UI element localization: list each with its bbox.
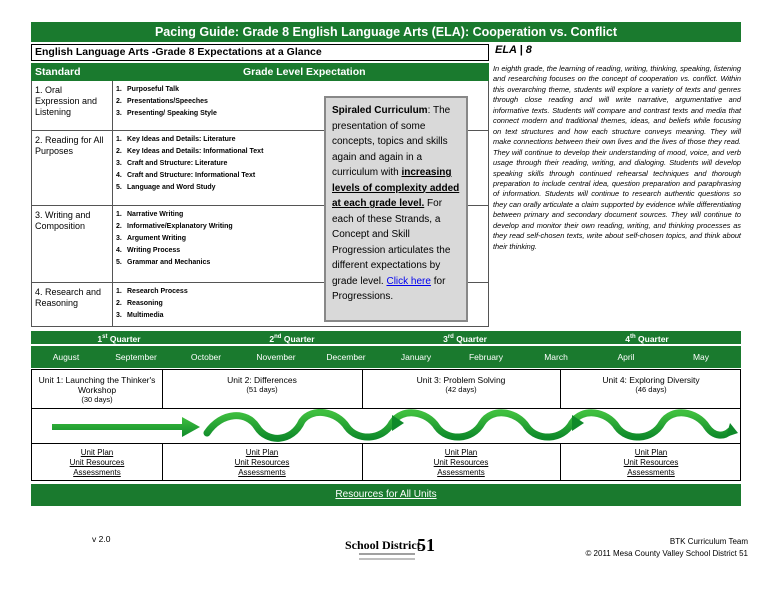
column-header (31, 63, 489, 81)
expectation-list (116, 134, 263, 194)
assessments-link[interactable]: Assessments (437, 468, 485, 477)
progression-arrows (31, 409, 741, 443)
spiral-text: : The presentation of some concepts, topics and skills again and again in a curriculum with (332, 105, 451, 178)
curriculum-team: BTK Curriculum Team (669, 537, 748, 546)
unit-plan-link[interactable]: Unit Plan (634, 448, 668, 457)
unit-links-row (31, 443, 741, 481)
month: September (115, 352, 157, 362)
list-item: 2. Informative/Explanatory Writing (116, 223, 233, 230)
strand-name: 3. Writing and Composition (35, 210, 91, 231)
quarter-4: 4th Quarter (625, 333, 669, 344)
strand-name: 2. Reading for All Purposes (35, 135, 104, 156)
strand-name: 4. Research and Reasoning (35, 287, 102, 308)
page-title: Pacing Guide: Grade 8 English Language Arts (ELA): Cooperation vs. Conflict (31, 22, 741, 42)
unit-1: Unit 1: Launching the Thinker's Workshop (30 days) (38, 375, 156, 404)
list-item: 2. Presentations/Speeches (116, 98, 208, 105)
unit-plan-link[interactable]: Unit Plan (80, 448, 114, 457)
month: November (256, 352, 296, 362)
unit-resources-link[interactable]: Unit Resources (433, 458, 489, 467)
list-item: 3. Craft and Structure: Literature (116, 160, 228, 167)
unit-2: Unit 2: Differences (51 days) (227, 375, 297, 394)
expectation-list (116, 209, 233, 269)
quarter-1: 1st Quarter (97, 333, 141, 344)
unit-3: Unit 3: Problem Solving (42 days) (416, 375, 506, 394)
loop-arrow-icon (392, 413, 572, 437)
quarter-header (31, 331, 741, 344)
list-item: 5. Grammar and Mechanics (116, 259, 211, 266)
month: January (400, 352, 432, 362)
unit-1-links (32, 448, 162, 478)
spiraled-curriculum-box (324, 96, 468, 322)
spiral-heading: Spiraled Curriculum (332, 105, 428, 116)
unit-2-links (162, 448, 362, 478)
spiral-text-2: For each of these Strands, a Concept and Skill Progression articulates the different expectations by grade level. (332, 198, 451, 287)
list-item: 5. Language and Word Study (116, 184, 216, 191)
unit-3-links (362, 448, 560, 478)
straight-arrow-icon (52, 417, 200, 437)
footer-credits (548, 536, 748, 560)
expectation-list (116, 84, 217, 120)
month: August (52, 352, 80, 362)
unit-plan-link[interactable]: Unit Plan (444, 448, 478, 457)
progressions-link[interactable]: Click here (386, 275, 431, 287)
month: April (617, 352, 635, 362)
month-row (31, 346, 741, 368)
quarter-2: 2nd Quarter (269, 333, 315, 344)
spiral-emphasis: increasing levels of complexity added at each grade level. (332, 167, 460, 209)
ela-title: ELA | 8 (495, 44, 532, 56)
standard-column-label: Standard (35, 66, 81, 78)
glance-header: English Language Arts -Grade 8 Expectations at a Glance (31, 44, 489, 61)
month: October (190, 352, 222, 362)
assessments-link[interactable]: Assessments (73, 468, 121, 477)
strand-name: 1. Oral Expression and Listening (35, 85, 98, 117)
list-item: 1. Research Process (116, 288, 188, 295)
expectation-list (116, 286, 188, 322)
logo-number: 51 (417, 535, 435, 555)
list-item: 4. Writing Process (116, 247, 181, 254)
version-label: v 2.0 (92, 534, 111, 544)
expectation-column-label: Grade Level Expectation (243, 66, 366, 78)
list-item: 2. Reasoning (116, 300, 163, 307)
list-item: 2. Key Ideas and Details: Informational Text (116, 148, 264, 155)
month: May (692, 352, 710, 362)
list-item: 4. Craft and Structure: Informational Text (116, 172, 256, 179)
month: February (468, 352, 503, 362)
quarter-3: 3rd Quarter (443, 333, 487, 344)
assessments-link[interactable]: Assessments (238, 468, 286, 477)
month: December (326, 352, 366, 362)
month: March (544, 352, 568, 362)
resources-all-units-link[interactable]: Resources for All Units (335, 489, 437, 500)
unit-4: Unit 4: Exploring Diversity (46 days) (602, 375, 700, 394)
list-item: 1. Narrative Writing (116, 211, 184, 218)
logo-name: School District (345, 538, 421, 552)
list-item: 3. Argument Writing (116, 235, 186, 242)
list-item: 3. Multimedia (116, 312, 164, 319)
ela-description: In eighth grade, the learning of reading, writing, thinking, speaking, listening and researching focuses on the concept of cooperation vs. conflict. Within this overarching theme, students will explore a variety of texts and genres through close reading and will write narrative, argumentative and informative texts. Students will compare and contrast texts and media that connect modern and traditional themes, ideas, and beliefs while focusing on text structures and how each structure conveys meaning. They will make connections between their own lives and the lives of those they read. They will continue to develop their understanding of mood, voice, and verb usage through their reading, writing, and dialoging. Students will develop speaking skills through continued rehearsal techniques and thorough preparation to include central idea, question preparation and paraphrasing of information. Students will continue to research authentic questions so they can orally articulate a claim supported by evidence while differentiating between primary and secondary document sources. They will continue to develop and monitor their own reading, writing, and thinking processes as they read self-chosen texts, write about self-chosen topics, and think about their thinking. (493, 64, 741, 251)
school-district-logo (345, 527, 435, 567)
copyright: © 2011 Mesa County Valley School District 51 (585, 549, 748, 558)
list-item: 3. Presenting/ Speaking Style (116, 110, 217, 117)
loop-arrow-icon (207, 412, 392, 438)
list-item: 1. Key Ideas and Details: Literature (116, 136, 236, 143)
list-item: 1. Purposeful Talk (116, 86, 179, 93)
unit-resources-link[interactable]: Unit Resources (623, 458, 679, 467)
unit-4-links (560, 448, 742, 478)
assessments-link[interactable]: Assessments (627, 468, 675, 477)
spiral-text-3: for Progressions. (332, 275, 446, 302)
unit-row (31, 369, 741, 409)
unit-resources-link[interactable]: Unit Resources (69, 458, 125, 467)
resources-bar (31, 484, 741, 506)
loop-arrow-icon (572, 413, 730, 437)
unit-plan-link[interactable]: Unit Plan (245, 448, 279, 457)
arrow-graphic (32, 409, 740, 443)
logo-graphic (345, 527, 435, 567)
unit-resources-link[interactable]: Unit Resources (234, 458, 290, 467)
